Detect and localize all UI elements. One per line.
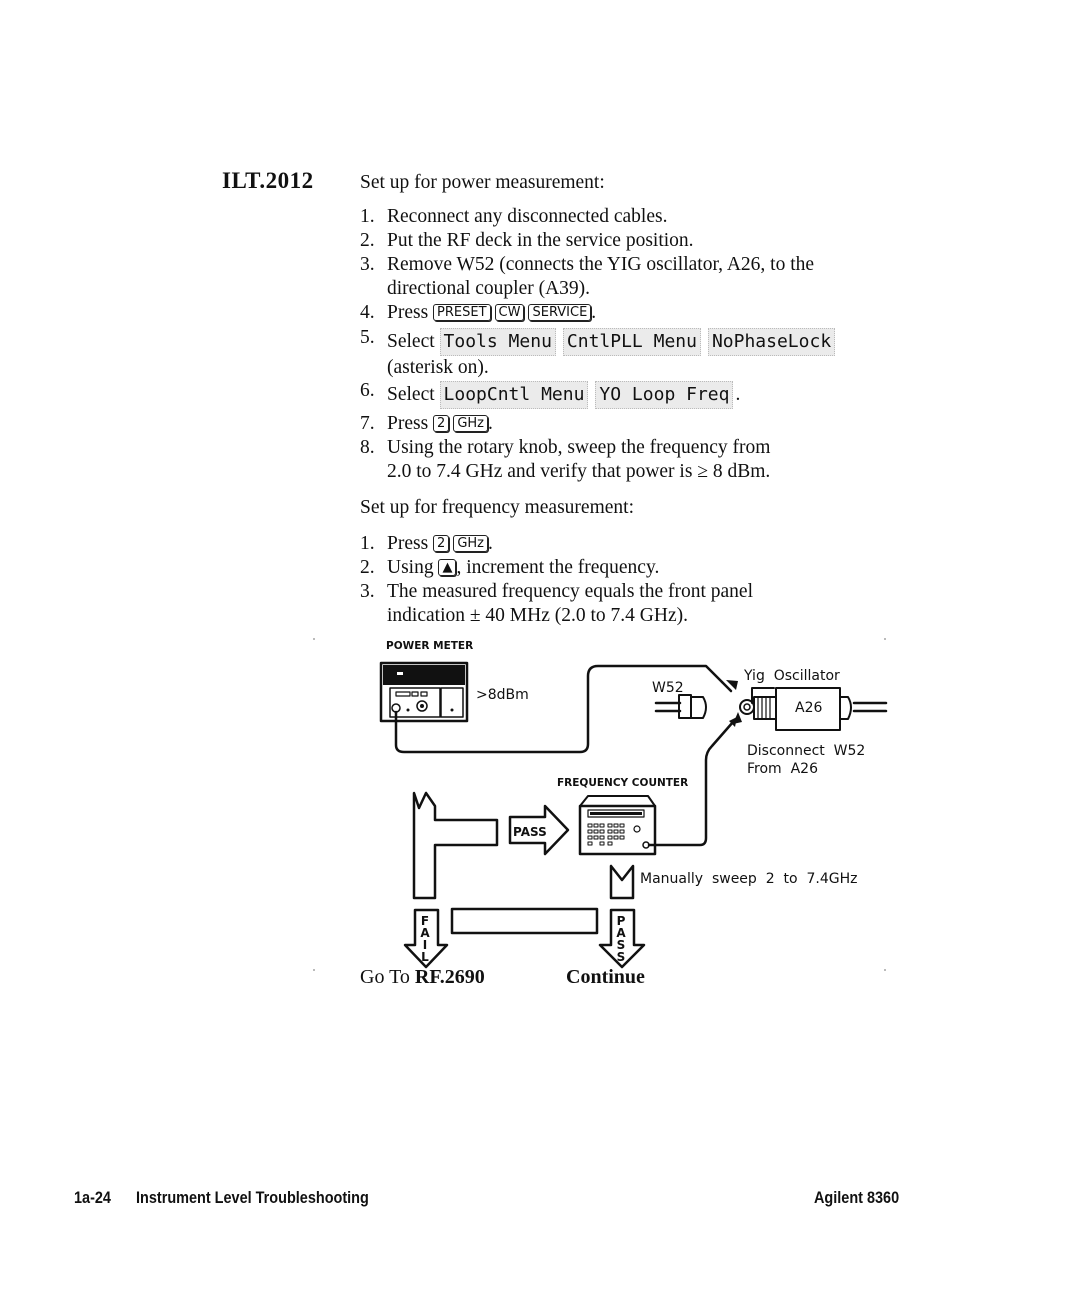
digit-2-key: 2: [433, 535, 449, 552]
pass-outcome: Continue: [566, 966, 645, 988]
disconnect-note-line1: Disconnect W52: [747, 743, 866, 759]
section-title: Instrument Level Troubleshooting: [136, 1188, 369, 1207]
oscillator-label: Yig Oscillator: [744, 668, 840, 684]
power-step-4: 4. Press PRESET CW SERVICE .: [360, 302, 597, 323]
power-meter-instrument: [381, 663, 467, 721]
pass-letter: S: [616, 950, 626, 964]
up-arrow-key: ▲: [438, 559, 456, 576]
flow-decision-shape: [414, 793, 497, 898]
w52-connector: [656, 695, 706, 718]
fail-target-link[interactable]: RF.2690: [414, 966, 485, 988]
digit-2-key: 2: [433, 415, 449, 432]
pass-arrow-label: PASS: [513, 825, 547, 839]
softkey-cntlpll-menu: CntlPLL Menu: [563, 328, 701, 356]
freq-step-1: 1. Press 2 GHz .: [360, 533, 493, 554]
ghz-key: GHz: [453, 415, 488, 432]
pass-letter: S: [616, 938, 626, 952]
page-number: 1a-24: [74, 1188, 111, 1207]
softkey-loopcntl-menu: LoopCntl Menu: [440, 381, 589, 409]
fail-letter: I: [422, 938, 428, 952]
product-name: Agilent 8360: [814, 1188, 900, 1207]
power-step-5: 5. Select Tools Menu CntlPLL Menu NoPhaseLock (asterisk on).: [0, 328, 1089, 380]
fail-outcome: Go To RF.2690: [360, 966, 485, 988]
outcome-bar: [452, 909, 597, 933]
disconnect-note-line2: From A26: [747, 761, 818, 777]
power-step-3: 3. Remove W52 (connects the YIG oscillator, A26, to the directional coupler (A39).: [360, 254, 815, 299]
power-step-6: 6. Select LoopCntl Menu YO Loop Freq .: [0, 381, 1089, 409]
power-meter-label: POWER METER: [386, 640, 474, 652]
oscillator-id: A26: [795, 700, 823, 716]
preset-key: PRESET: [433, 304, 491, 321]
power-reading: >8dBm: [476, 687, 529, 703]
freq-step-3: 3. The measured frequency equals the front panel indication ± 40 MHz (2.0 to 7.4 GHz).: [360, 581, 754, 626]
sweep-marker: [611, 866, 633, 898]
pass-letter: P: [616, 914, 626, 928]
fail-letter: F: [420, 914, 430, 928]
softkey-nophaselock: NoPhaseLock: [708, 328, 835, 356]
freq-intro: Set up for frequency measurement:: [360, 497, 634, 518]
frequency-counter-label: FREQUENCY COUNTER: [557, 777, 689, 789]
step-id: ILT.2012: [222, 168, 314, 193]
pass-letter: A: [616, 926, 626, 940]
power-intro: Set up for power measurement:: [360, 172, 605, 193]
cable-label-w52: W52: [652, 680, 684, 696]
power-step-2: 2. Put the RF deck in the service position.: [360, 230, 694, 251]
ghz-key: GHz: [453, 535, 488, 552]
fail-letter: L: [421, 950, 429, 964]
cw-key: CW: [495, 304, 525, 321]
frequency-counter-instrument: [580, 796, 655, 854]
softkey-yo-loop-freq: YO Loop Freq: [595, 381, 733, 409]
power-step-7: 7. Press 2 GHz .: [360, 413, 493, 434]
softkey-tools-menu: Tools Menu: [440, 328, 556, 356]
service-key: SERVICE: [528, 304, 591, 321]
sweep-note: Manually sweep 2 to 7.4GHz: [640, 871, 858, 887]
freq-step-2: 2. Using ▲ , increment the frequency.: [360, 557, 660, 578]
power-step-8: 8. Using the rotary knob, sweep the frequency from 2.0 to 7.4 GHz and verify that power is ≥ 8 dBm.: [360, 437, 771, 482]
power-step-1: 1. Reconnect any disconnected cables.: [360, 206, 668, 227]
fail-letter: A: [420, 926, 430, 940]
